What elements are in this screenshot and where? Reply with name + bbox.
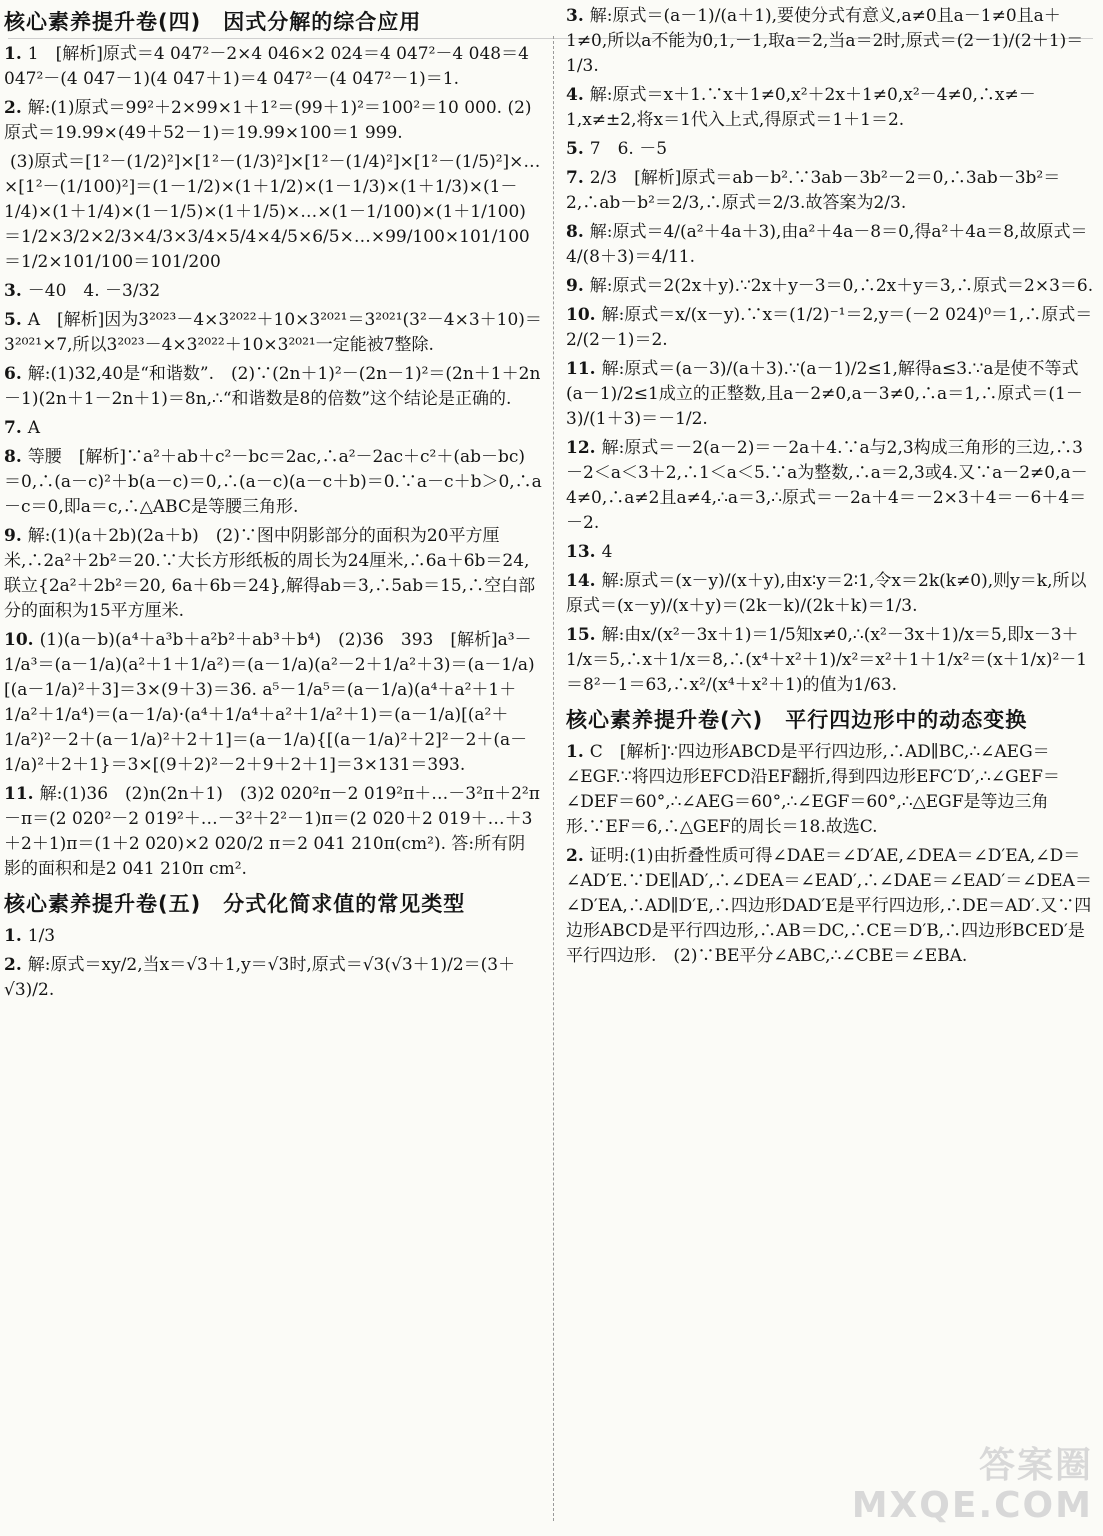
answer-number: 3.	[4, 281, 22, 301]
answer-number: 2.	[566, 846, 584, 866]
answer-item	[566, 569, 1094, 619]
answer-item	[566, 303, 1094, 353]
answer-text: 解:(1)36 (2)n(2n＋1) (3)2 020²π－2 019²π＋…－3²π＋2²π－π＝(2 020²－2 019²＋…－3²＋2²－1)π＝(2 020＋2 019＋…＋3＋2＋1)π＝(1＋2 020)×2 020/2 π＝2 041 210π(cm²). 答:所有阴影的面积和是2 041 210π cm².	[4, 784, 540, 879]
answer-number: 13.	[566, 542, 596, 562]
answer-text: (1)(a－b)(a⁴＋a³b＋a²b²＋ab³＋b⁴) (2)36 393 [解析]a³－1/a³＝(a－1/a)(a²＋1＋1/a²)＝(a－1/a)(a²－2＋1/a²＋3)＝(a－1/a)[(a－1/a)²＋3]＝3×(9＋3)＝36. a⁵－1/a⁵＝(a－1/a)(a⁴＋a²＋1＋1/a²＋1/a⁴)＝(a－1/a)·(a⁴＋1/a⁴＋a²＋1/a²＋1)＝(a－1/a)[(a²＋1/a²)²－2＋(a－1/a)²＋2＋1]＝(a－1/a){[(a－1/a)²＋2]²－2＋(a－1/a)²＋2＋1}＝3×[(9＋2)²－2＋9＋2＋1]＝3×131＝393.	[4, 630, 535, 775]
answer-number: 12.	[566, 438, 596, 458]
answer-text: 2/3 [解析]原式＝ab－b².∵3ab－3b²－2＝0,∴3ab－3b²＝2,∴ab－b²＝2/3,∴原式＝2/3.故答案为2/3.	[566, 168, 1061, 213]
answer-text: C [解析]∵四边形ABCD是平行四边形,∴AD∥BC,∴∠AEG＝∠EGF.∵将四边形EFCD沿EF翻折,得到四边形EFC′D′,∴∠GEF＝∠DEF＝60°,∴∠AEG＝60°,∴∠EGF＝60°,∴△EGF是等边三角形.∵EF＝6,∴△GEF的周长＝18.故选C.	[566, 742, 1060, 837]
answer-item	[4, 445, 542, 520]
section-5-answers-continued	[566, 4, 1094, 698]
answer-item	[566, 540, 1094, 565]
answer-text: 4	[601, 542, 613, 562]
answer-number: 11.	[566, 359, 596, 379]
answer-number: 4.	[566, 85, 584, 105]
answer-number: 9.	[566, 276, 584, 296]
answer-text: 解:(1)原式＝99²＋2×99×1＋1²＝(99＋1)²＝100²＝10 000. (2)原式＝19.99×(49＋52－1)＝19.99×100＝1 999.	[4, 98, 532, 143]
answer-number: 2.	[4, 955, 22, 975]
answer-item	[4, 628, 542, 778]
answer-text: A [解析]因为3²⁰²³－4×3²⁰²²＋10×3²⁰²¹＝3²⁰²¹(3²－4×3＋10)＝3²⁰²¹×7,所以3²⁰²³－4×3²⁰²²＋10×3²⁰²¹一定能被7整除.	[4, 310, 542, 355]
answer-text: 等腰 [解析]∵a²＋ab＋c²－bc＝2ac,∴a²－2ac＋c²＋(ab－bc)＝0,∴(a－c)²＋b(a－c)＝0,∴(a－c)(a－c＋b)＝0.∵a－c＋b＞0,∴a－c＝0,即a＝c,∴△ABC是等腰三角形.	[4, 447, 542, 517]
answer-item	[4, 524, 542, 624]
answer-item	[566, 83, 1094, 133]
section-4-answers	[4, 42, 542, 882]
answer-item	[566, 357, 1094, 432]
section-5-answers	[4, 924, 542, 1003]
answer-item	[4, 416, 542, 441]
answer-number: 15.	[566, 625, 596, 645]
answer-text: 解:(1)32,40是“和谐数”. (2)∵(2n＋1)²－(2n－1)²＝(2n＋1＋2n－1)(2n＋1－2n＋1)＝8n,∴“和谐数是8的倍数”这个结论是正确的.	[4, 364, 541, 409]
section-title-6: 核心素养提升卷(六) 平行四边形中的动态变换	[566, 708, 1028, 732]
answer-item	[4, 96, 542, 146]
answer-item	[566, 220, 1094, 270]
answer-item	[566, 844, 1094, 969]
answer-number: 7.	[4, 418, 22, 438]
answer-number: 5.	[4, 310, 22, 330]
section-title-4: 核心素养提升卷(四) 因式分解的综合应用	[4, 10, 422, 34]
answer-item	[4, 150, 542, 275]
answer-text: 1 [解析]原式＝4 047²－2×4 046×2 024＝4 047²－4 048＝4 047²－(4 047－1)(4 047＋1)＝4 047²－(4 047²－1)＝1.	[4, 44, 529, 89]
answer-item	[566, 740, 1094, 840]
answer-item	[566, 4, 1094, 79]
answer-number: 8.	[4, 447, 22, 467]
answer-text: 解:原式＝(a－1)/(a＋1),要使分式有意义,a≠0且a－1≠0且a＋1≠0,所以a不能为0,1,－1,取a＝2,当a＝2时,原式＝(2－1)/(2＋1)＝1/3.	[566, 6, 1084, 76]
answer-number: 10.	[4, 630, 34, 650]
section-6-answers	[566, 740, 1094, 969]
answer-text: 7 6. －5	[589, 139, 668, 159]
answer-number: 1.	[566, 742, 584, 762]
answer-text: 解:原式＝x＋1.∵x＋1≠0,x²＋2x＋1≠0,x²－4≠0,∴x≠－1,x≠±2,将x＝1代入上式,得原式＝1＋1＝2.	[566, 85, 1036, 130]
answer-number: 5.	[566, 139, 584, 159]
answer-number: 1.	[4, 44, 22, 64]
answer-text: 解:由x/(x²－3x＋1)＝1/5知x≠0,∴(x²－3x＋1)/x＝5,即x－3＋1/x＝5,∴x＋1/x＝8,∴(x⁴＋x²＋1)/x²＝x²＋1＋1/x²＝(x＋1/x)²－1＝8²－1＝63,∴x²/(x⁴＋x²＋1)的值为1/63.	[566, 625, 1088, 695]
answer-item	[4, 362, 542, 412]
answer-number: 6.	[4, 364, 22, 384]
answer-text: 解:原式＝xy/2,当x＝√3＋1,y＝√3时,原式＝√3(√3＋1)/2＝(3＋√3)/2.	[4, 955, 516, 1000]
watermark-logo: 答案圈 MXQE.COM	[851, 1445, 1093, 1526]
answer-number: 8.	[566, 222, 584, 242]
answer-number: 1.	[4, 926, 22, 946]
answer-item	[4, 42, 542, 92]
answer-number: 11.	[4, 784, 34, 804]
answer-number: 2.	[4, 98, 22, 118]
column-divider	[553, 36, 554, 1521]
answer-number: 14.	[566, 571, 596, 591]
answer-item	[4, 782, 542, 882]
answer-item	[4, 924, 542, 949]
answer-text: 解:原式＝4/(a²＋4a＋3),由a²＋4a－8＝0,得a²＋4a＝8,故原式＝4/(8＋3)＝4/11.	[566, 222, 1088, 267]
answer-text: 解:原式＝－2(a－2)＝－2a＋4.∵a与2,3构成三角形的三边,∴3－2＜a＜3＋2,∴1＜a＜5.∵a为整数,∴a＝2,3或4.又∵a－2≠0,a－4≠0,∴a≠2且a≠4,∴a＝3,∴原式＝－2a＋4＝－2×3＋4＝－6＋4＝－2.	[566, 438, 1088, 533]
answer-item	[566, 166, 1094, 216]
answer-text: (3)原式＝[1²－(1/2)²]×[1²－(1/3)²]×[1²－(1/4)²]×[1²－(1/5)²]×…×[1²－(1/100)²]＝(1－1/2)×(1＋1/2)×(1－1/3)×(1＋1/3)×(1－1/4)×(1＋1/4)×(1－1/5)×(1＋1/5)×…×(1－1/100)×(1＋1/100)＝1/2×3/2×2/3×4/3×3/4×5/4×4/5×6/5×…×99/100×101/100＝1/2×101/100＝101/200	[4, 152, 541, 272]
answer-text: －40 4. －3/32	[27, 281, 161, 301]
answer-item	[4, 308, 542, 358]
answer-text: A	[27, 418, 41, 438]
left-column	[4, 4, 542, 1007]
answer-item	[4, 953, 542, 1003]
answer-number: 7.	[566, 168, 584, 188]
answer-item	[566, 137, 1094, 162]
answer-number: 10.	[566, 305, 596, 325]
answer-text: 解:原式＝(a－3)/(a＋3).∵(a－1)/2≤1,解得a≤3.∵a是使不等式(a－1)/2≤1成立的正整数,且a－2≠0,a－3≠0,∴a＝1,∴原式＝(1－3)/(1＋3)＝－1/2.	[566, 359, 1083, 429]
answer-item	[4, 279, 542, 304]
answer-text: 1/3	[27, 926, 56, 946]
answer-text: 解:原式＝x/(x－y).∵x＝(1/2)⁻¹＝2,y＝(－2 024)⁰＝1,∴原式＝2/(2－1)＝2.	[566, 305, 1093, 350]
answer-item	[566, 623, 1094, 698]
answer-item	[566, 274, 1094, 299]
answer-number: 9.	[4, 526, 22, 546]
answer-text: 解:(1)(a＋2b)(2a＋b) (2)∵图中阴影部分的面积为20平方厘米,∴2a²＋2b²＝20.∵大长方形纸板的周长为24厘米,∴6a＋6b＝24,联立{2a²＋2b²＝20, 6a＋6b＝24},解得ab＝3,∴5ab＝15,∴空白部分的面积为15平方厘米.	[4, 526, 536, 621]
answer-text: 解:原式＝2(2x＋y).∵2x＋y－3＝0,∴2x＋y＝3,∴原式＝2×3＝6.	[589, 276, 1094, 296]
answer-text: 解:原式＝(x－y)/(x＋y),由x∶y＝2∶1,令x＝2k(k≠0),则y＝k,所以原式＝(x－y)/(x＋y)＝(2k－k)/(2k＋k)＝1/3.	[566, 571, 1087, 616]
section-title-5: 核心素养提升卷(五) 分式化简求值的常见类型	[4, 892, 466, 916]
answer-number: 3.	[566, 6, 584, 26]
right-column	[566, 4, 1094, 973]
answer-text: 证明:(1)由折叠性质可得∠DAE＝∠D′AE,∠DEA＝∠D′EA,∠D＝∠AD′E.∵DE∥AD′,∴∠DEA＝∠EAD′,∴∠DAE＝∠EAD′＝∠DEA＝∠D′EA,∴AD∥D′E,∴四边形DAD′E是平行四边形,∴DE＝AD′.又∵四边形ABCD是平行四边形,∴AB＝DC,∴CE＝D′B,∴四边形BCED′是平行四边形. (2)∵BE平分∠ABC,∴∠CBE＝∠EBA.	[566, 846, 1092, 966]
answer-item	[566, 436, 1094, 536]
